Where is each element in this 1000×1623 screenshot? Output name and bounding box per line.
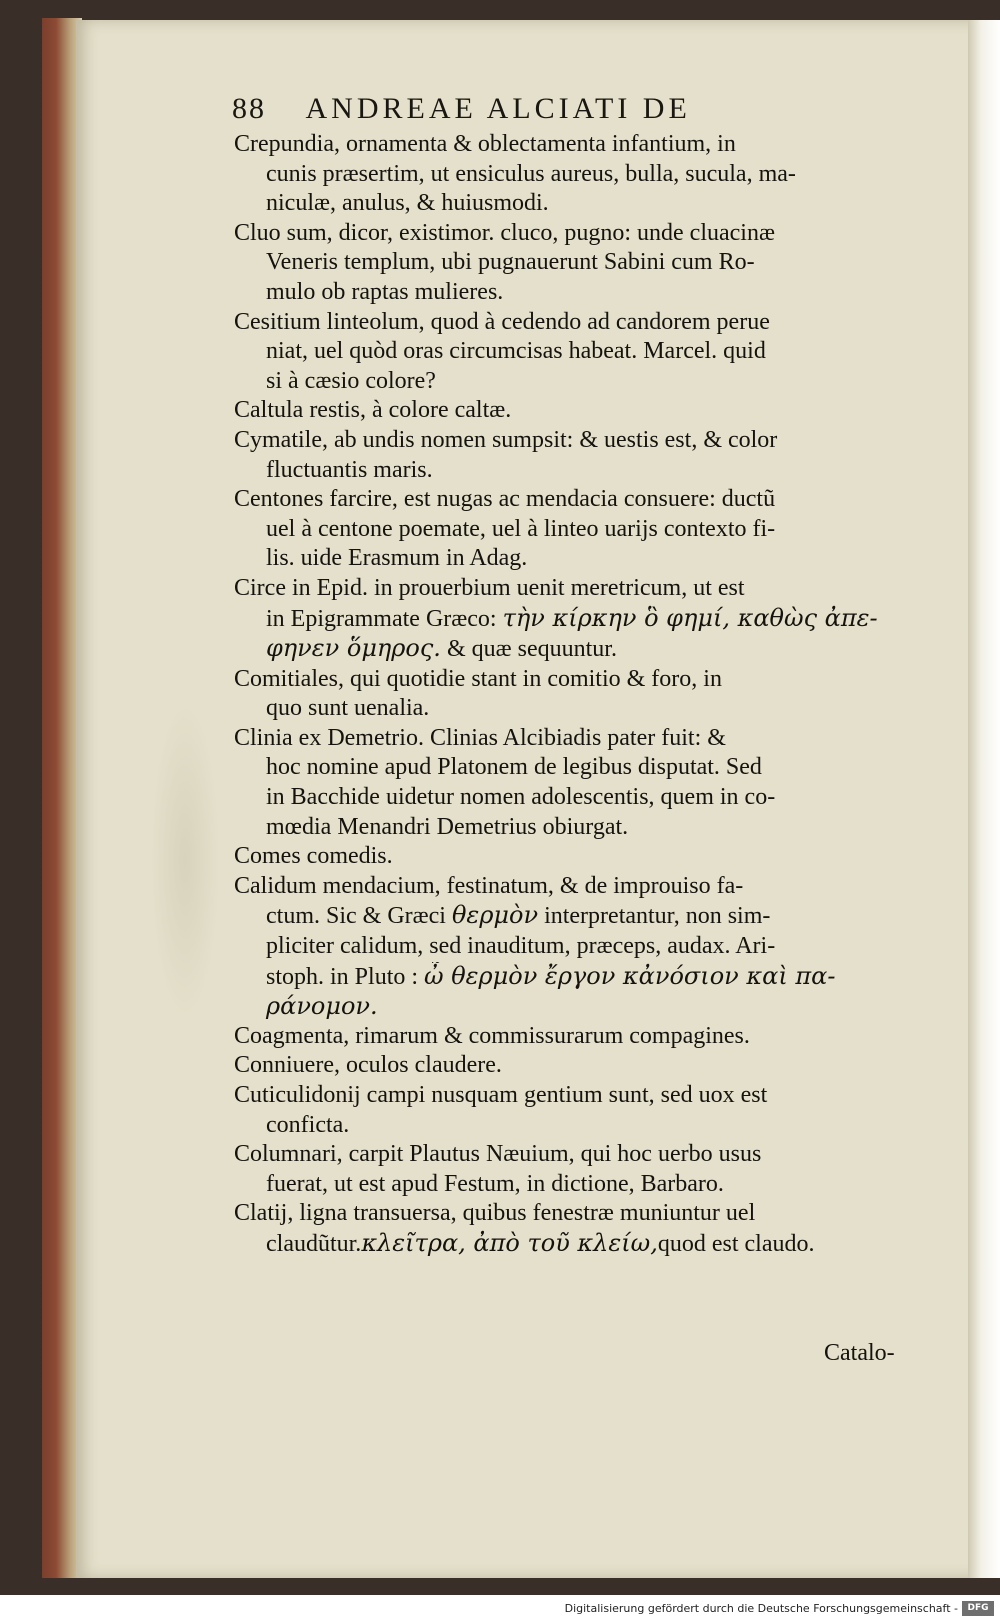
running-title: ANDREAE ALCIATI DE — [305, 92, 691, 125]
text-line: Cymatile, ab undis nomen sumpsit: & uestis est, & color — [234, 426, 778, 453]
text-segment: in Epigrammate Græco: — [266, 605, 497, 632]
text-line: in Bacchide uidetur nomen adolescentis, quem in co- — [266, 784, 776, 811]
greek-quote: ράνομον. — [266, 992, 378, 1021]
text-line: Cesitium linteolum, quod à cedendo ad candorem perue — [234, 308, 770, 335]
page-header — [232, 92, 932, 126]
text-line: Columnari, carpit Plautus Næuium, qui hoc uerbo usus — [234, 1141, 762, 1168]
text-segment: interpretantur, non sim- — [544, 903, 771, 930]
text-line: Clatij, ligna transuersa, quibus fenestræ muniuntur uel — [234, 1200, 756, 1227]
text-line: Clinia ex Demetrio. Clinias Alcibiadis pater fuit: & — [234, 724, 726, 751]
catchword: Catalo- — [824, 1340, 895, 1366]
text-line — [234, 1229, 924, 1260]
text-line: niat, uel quòd oras circumcisas habeat. Marcel. quid — [266, 338, 766, 365]
text-line: conficta. — [266, 1111, 350, 1138]
text-line: fuerat, ut est apud Festum, in dictione, Barbaro. — [266, 1170, 724, 1197]
text-line: mœdia Menandri Demetrius obiurgat. — [266, 813, 629, 840]
ink-bleed-shadow — [150, 700, 220, 1020]
text-line — [234, 604, 924, 635]
text-segment: quod est claudo. — [657, 1230, 815, 1257]
text-line: si à cæsio colore? — [266, 367, 436, 394]
text-line — [234, 901, 924, 932]
text-line: Circe in Epid. in prouerbium uenit meretricum, ut est — [234, 574, 745, 601]
text-line: Coagmenta, rimarum & commissurarum compagines. — [234, 1022, 750, 1049]
greek-quote: ὦ θερμὸν ἔργον κἀνόσιον καὶ πα- — [424, 961, 836, 990]
text-line: mulo ob raptas mulieres. — [266, 278, 504, 305]
text-line — [234, 962, 924, 993]
text-line: niculæ, anulus, & huiusmodi. — [266, 190, 549, 217]
text-line: Centones farcire, est nugas ac mendacia consuere: ductũ — [234, 486, 776, 513]
text-line: lis. uide Erasmum in Adag. — [266, 545, 528, 572]
dfg-logo: DFG — [962, 1601, 994, 1616]
page-number: 88 — [232, 92, 266, 125]
text-line: uel à centone poemate, uel à linteo uarijs contexto fi- — [266, 515, 776, 542]
greek-quote: τὴν κίρκην ὃ φημί, καθὼς ἀπε- — [502, 603, 878, 632]
text-line: Calidum mendacium, festinatum, & de improuiso fa- — [234, 872, 744, 899]
text-line: Cluo sum, dicor, existimor. cluco, pugno: unde cluacinæ — [234, 219, 775, 246]
greek-quote: φηνεν ὅμηρος. — [266, 634, 441, 663]
greek-word: θερμὸν — [451, 901, 539, 930]
text-line: quo sunt uenalia. — [266, 695, 430, 722]
text-line: Caltula restis, à colore caltæ. — [234, 397, 512, 424]
text-line: Comes comedis. — [234, 843, 393, 870]
text-line: Comitiales, qui quotidie stant in comitio & foro, in — [234, 665, 722, 692]
text-line: pliciter calidum, sed inauditum, præceps, audax. Ari- — [266, 933, 776, 960]
text-line: Veneris templum, ubi pugnauerunt Sabini cum Ro- — [266, 249, 755, 276]
page-edge-right — [968, 20, 1000, 1578]
text-line: Crepundia, ornamenta & oblectamenta infantium, in — [234, 131, 736, 157]
greek-word: κλεῖτρα, ἀπὸ τοῦ κλείω, — [361, 1228, 658, 1257]
text-segment: ctum. Sic & Græci — [266, 903, 446, 930]
text-line: hoc nomine apud Platonem de legibus disputat. Sed — [266, 754, 762, 781]
text-line: cunis præsertim, ut ensiculus aureus, bulla, sucula, ma- — [266, 160, 796, 187]
text-line — [234, 634, 924, 665]
body-text — [234, 130, 924, 1260]
text-segment: claudũtur. — [266, 1230, 362, 1257]
text-segment: & quæ sequuntur. — [446, 636, 617, 663]
text-line: Cuticulidonij campi nusquam gentium sunt, sed uox est — [234, 1082, 768, 1108]
text-segment: stoph. in Pluto : — [266, 963, 419, 990]
footer-credit: Digitalisierung gefördert durch die Deutsche Forschungsgemeinschaft - — [564, 1602, 958, 1615]
text-line: fluctuantis maris. — [266, 456, 433, 483]
digitization-footer — [0, 1598, 1000, 1623]
text-line: Conniuere, oculos claudere. — [234, 1052, 502, 1079]
